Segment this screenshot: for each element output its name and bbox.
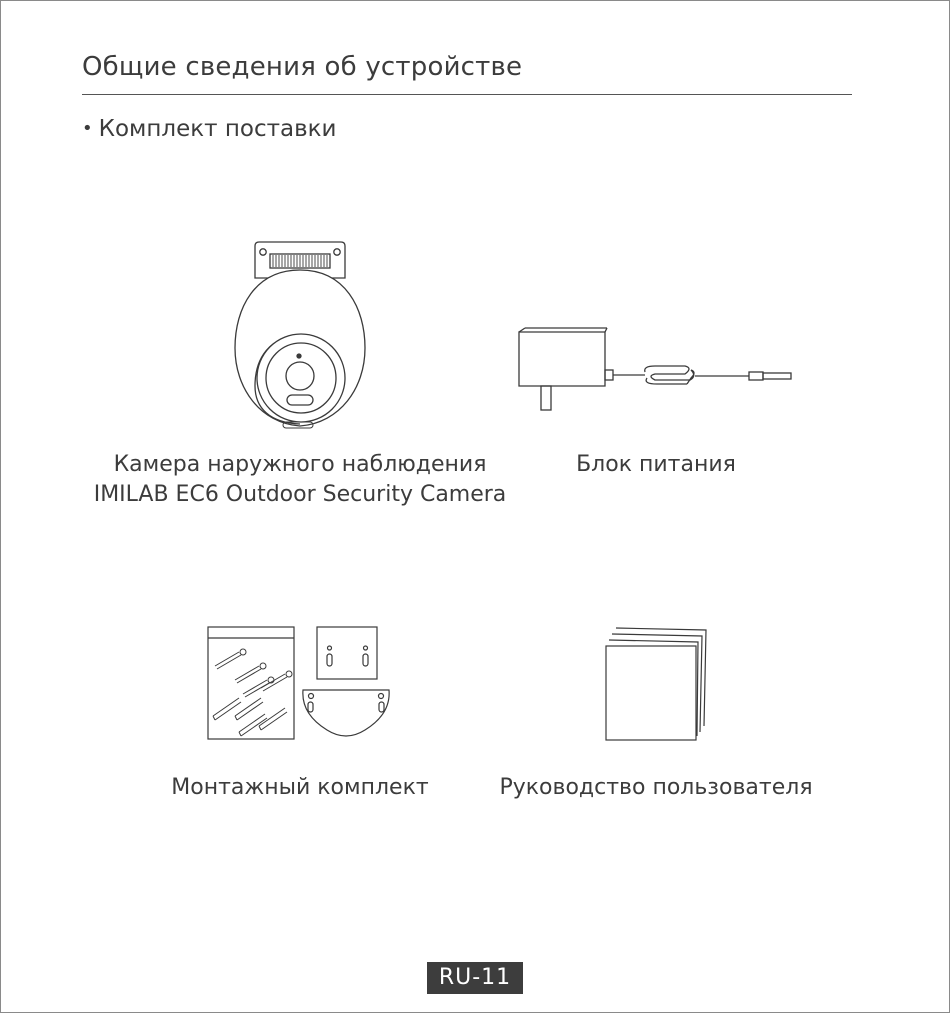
page-number-badge: RU-11 [427,962,523,994]
security-camera-icon [225,238,375,433]
bullet: • [82,118,93,139]
camera-caption [82,450,518,510]
section-heading [82,116,337,142]
section-heading-text: Комплект поставки [98,116,337,142]
power-adapter-icon [515,326,795,416]
mounting-kit-icon [205,624,395,744]
title-divider [82,94,852,95]
adapter-caption: Блок питания [576,452,736,477]
mounting-kit-caption: Монтажный комплект [171,775,429,800]
user-manual-icon [604,626,710,744]
camera-caption-en: IMILAB EC6 Outdoor Security Camera [93,482,507,507]
page-title: Общие сведения об устройстве [82,52,523,82]
camera-caption-ru: Камера наружного наблюдения [113,452,487,477]
manual-caption: Руководство пользователя [499,775,813,800]
